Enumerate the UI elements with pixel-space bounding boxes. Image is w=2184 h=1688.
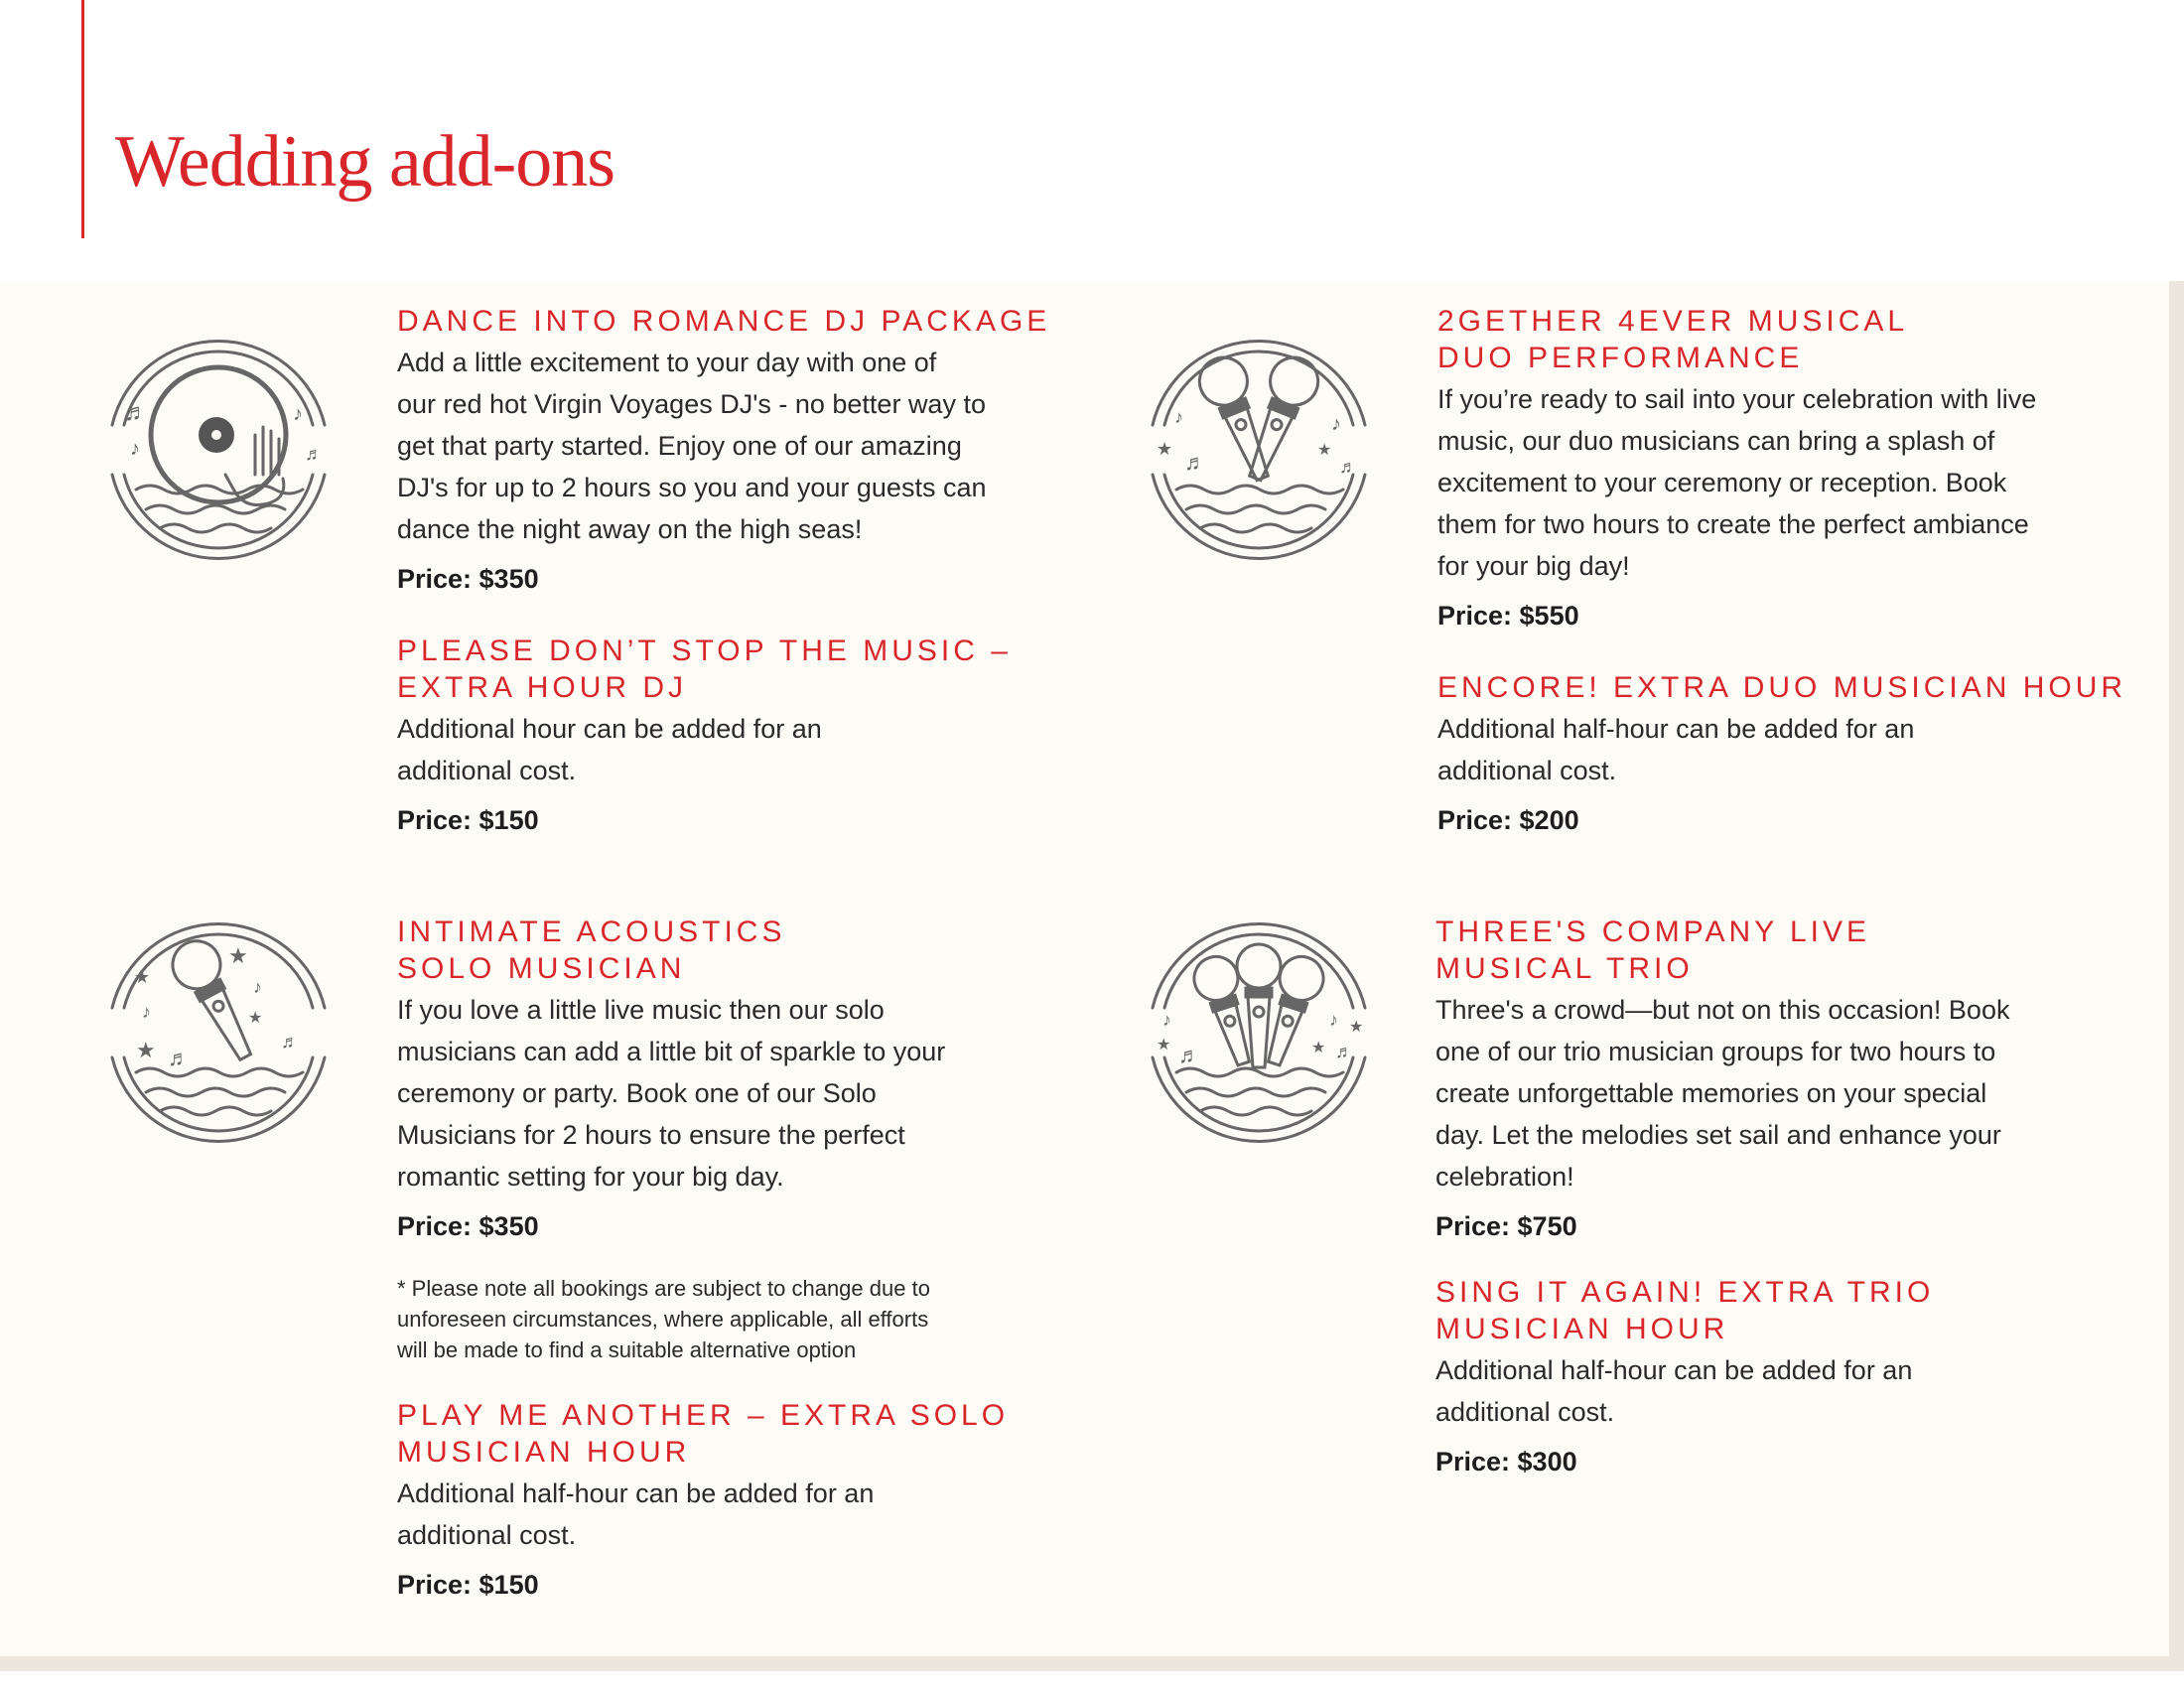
addon-description: Additional hour can be added for an additional cost.	[397, 714, 822, 785]
svg-text:♬: ♬	[305, 444, 323, 464]
addon-description: Additional half-hour can be added for an additional cost.	[1435, 1355, 1913, 1427]
panel-shadow	[2169, 281, 2184, 1671]
page-title: Wedding add-ons	[115, 121, 615, 203]
svg-text:♪: ♪	[1174, 407, 1183, 427]
svg-text:♪: ♪	[142, 1002, 151, 1022]
svg-text:♬: ♬	[1184, 450, 1206, 475]
addon-heading: INTIMATE ACOUSTICS SOLO MUSICIAN	[397, 915, 786, 985]
svg-text:♪: ♪	[253, 977, 262, 997]
addon-heading: THREE'S COMPANY LIVE MUSICAL TRIO	[1435, 915, 1871, 985]
addon-solo-musician	[397, 914, 1072, 1243]
addon-duo-performance	[1437, 303, 2152, 633]
svg-text:★: ★	[1317, 442, 1332, 459]
svg-text:♬: ♬	[1178, 1043, 1200, 1067]
addon-trio-extra-hour	[1435, 1274, 2150, 1478]
addon-description: If you love a little live music then our solo musicians can add a little bit of sparkle to your ceremony or party. Book one of our Solo Musicians for 2 hours to ensure the perfect romantic setting for your big day.	[397, 995, 946, 1192]
dj-turntable-icon	[94, 326, 342, 574]
svg-text:♬: ♬	[281, 1032, 299, 1052]
addon-price: Price: $350	[397, 1211, 539, 1241]
svg-text:♪: ♪	[1331, 413, 1341, 435]
addon-price: Price: $200	[1437, 805, 1579, 835]
svg-text:★: ★	[134, 967, 151, 987]
solo-microphone-icon	[94, 909, 342, 1157]
addon-description: Three's a crowd—but not on this occasion! Book one of our trio musician groups for two hours to create unforgettable memories on your special day. Let the melodies set sail and enhance your celebration!	[1435, 995, 2010, 1192]
booking-note-text: * Please note all bookings are subject to change due to unforeseen circumstances, where applicable, all efforts will be made to find a suitable alternative option	[397, 1276, 930, 1362]
addon-price: Price: $750	[1435, 1211, 1577, 1241]
addon-description: Add a little excitement to your day with one of our red hot Virgin Voyages DJ's - no better way to get that party started. Enjoy one of our amazing DJ's for up to 2 hours so you and your guests can dance the night away on the high seas!	[397, 348, 987, 544]
svg-text:★: ★	[1157, 439, 1173, 459]
title-accent-line	[81, 0, 84, 238]
addon-price: Price: $350	[397, 564, 539, 594]
booking-note	[397, 1273, 1072, 1365]
addon-description: Additional half-hour can be added for an additional cost.	[1437, 714, 1915, 785]
svg-text:♪: ♪	[130, 438, 140, 460]
svg-text:♬: ♬	[124, 399, 148, 426]
svg-text:★: ★	[248, 1010, 263, 1027]
duo-microphones-icon	[1135, 326, 1383, 574]
addon-price: Price: $150	[397, 1570, 539, 1600]
addon-duo-extra-hour	[1437, 669, 2152, 837]
addon-dj-package	[397, 303, 1072, 596]
addon-heading: DANCE INTO ROMANCE DJ PACKAGE	[397, 305, 1051, 338]
svg-text:★: ★	[1349, 1019, 1364, 1036]
addon-price: Price: $300	[1435, 1447, 1577, 1477]
addon-heading: 2GETHER 4EVER MUSICAL DUO PERFORMANCE	[1437, 305, 1909, 374]
svg-text:★: ★	[1311, 1040, 1326, 1056]
addon-description: If you’re ready to sail into your celebration with live music, our duo musicians can bring a splash of excitement to your ceremony or reception. Book them for two hours to create the perfect ambiance for your big day!	[1437, 384, 2037, 581]
trio-microphones-icon	[1135, 909, 1383, 1157]
panel-shadow-bottom	[0, 1656, 2184, 1671]
svg-text:♪: ♪	[1162, 1010, 1171, 1030]
addon-trio	[1435, 914, 2150, 1243]
svg-text:♬: ♬	[1335, 1042, 1353, 1061]
addon-heading: PLAY ME ANOTHER – EXTRA SOLO MUSICIAN HOUR	[397, 1399, 1010, 1469]
svg-text:♬: ♬	[1339, 457, 1357, 477]
svg-text:♪: ♪	[293, 403, 303, 425]
addon-heading: ENCORE! EXTRA DUO MUSICIAN HOUR	[1437, 671, 2127, 704]
svg-text:★: ★	[228, 943, 248, 968]
addon-heading: SING IT AGAIN! EXTRA TRIO MUSICIAN HOUR	[1435, 1276, 1935, 1345]
addon-description: Additional half-hour can be added for an additional cost.	[397, 1478, 875, 1550]
addon-dj-extra-hour	[397, 633, 1072, 837]
addon-price: Price: $550	[1437, 601, 1579, 631]
svg-text:★: ★	[136, 1038, 156, 1062]
addon-price: Price: $150	[397, 805, 539, 835]
addon-heading: PLEASE DON’T STOP THE MUSIC – EXTRA HOUR DJ	[397, 634, 1012, 704]
svg-text:♪: ♪	[1329, 1010, 1338, 1030]
svg-text:♬: ♬	[168, 1046, 190, 1070]
svg-text:★: ★	[1157, 1037, 1171, 1054]
addon-solo-extra-hour	[397, 1397, 1072, 1602]
